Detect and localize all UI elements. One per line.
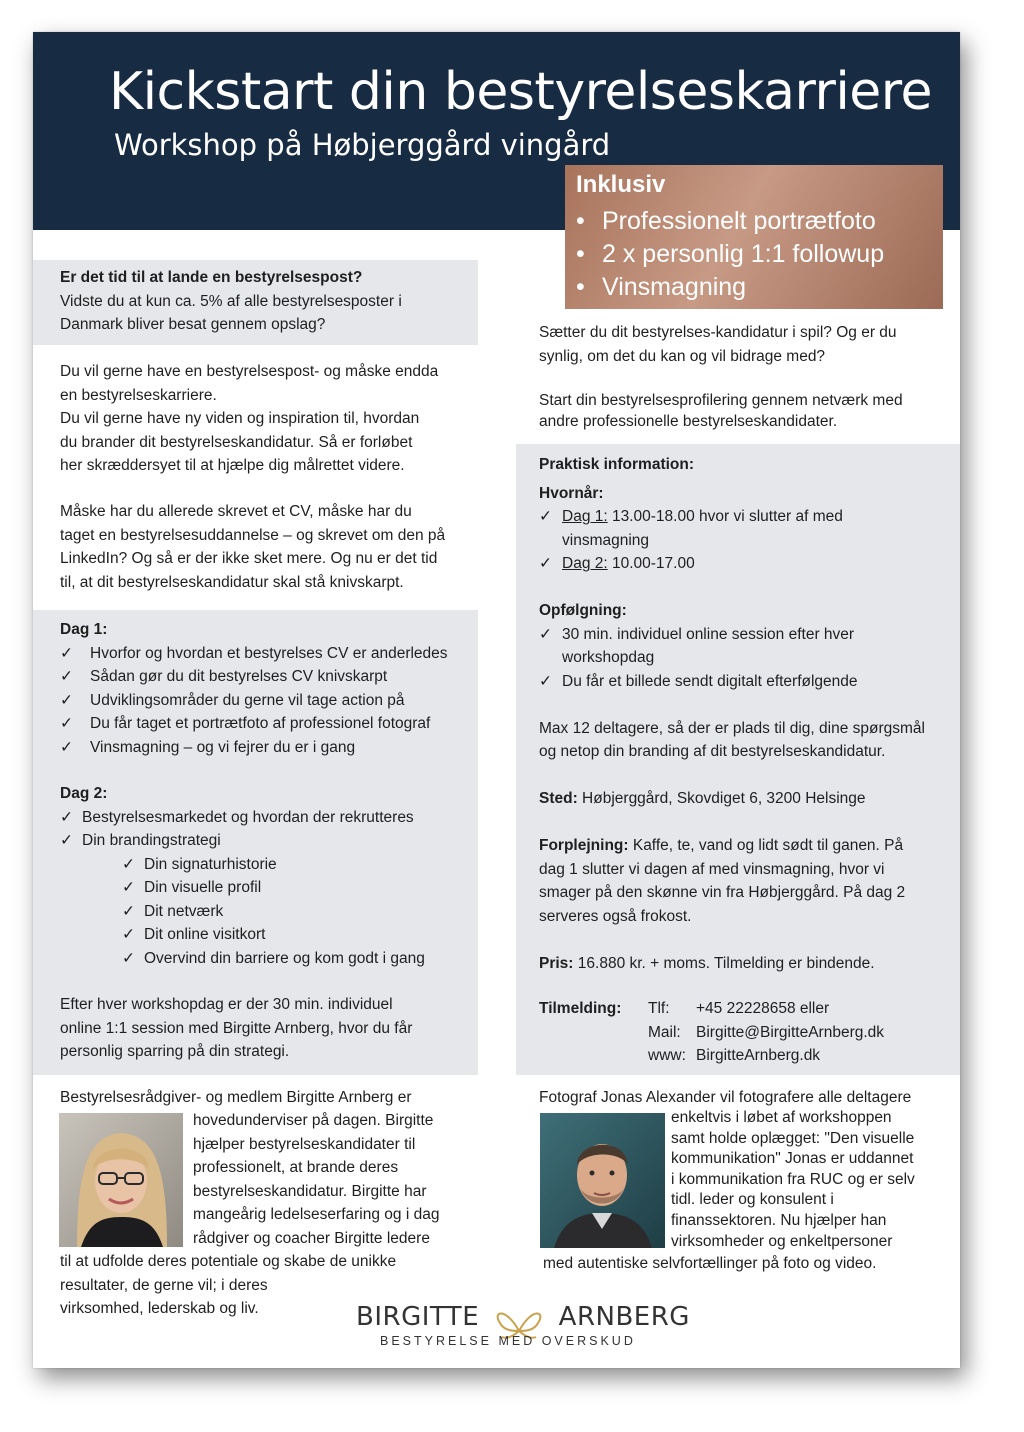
inklusiv-heading: Inklusiv [576, 171, 666, 198]
text-line: smager på den skønne vin fra Høbjerggård. På dag 2 [539, 884, 906, 901]
checkmark-icon: ✓ [60, 691, 73, 709]
text-line: serveres også frokost. [539, 907, 692, 925]
inklusiv-item: • 2 x personlig 1:1 followup [576, 238, 884, 271]
checkmark-icon: ✓ [60, 668, 73, 685]
text-line: mangeårig ledelseserfaring og i dag [193, 1206, 440, 1223]
logo-tagline: BESTYRELSE MED OVERSKUD [380, 1334, 636, 1348]
text-line: rådgiver og coacher Birgitte ledere [193, 1229, 430, 1247]
pris-value: 16.880 kr. + moms. Tilmelding er bindende. [573, 954, 875, 972]
contact-values [696, 997, 884, 1068]
birgitte-bio-after [60, 1250, 396, 1321]
birgitte-portrait [59, 1113, 183, 1247]
checkmark-icon: ✓ [539, 672, 552, 690]
page-title: Kickstart din bestyrelseskarriere [109, 62, 933, 122]
text-line: resultater, de gerne vil; i deres [60, 1276, 268, 1294]
dag2-subitem: Din visuelle profil [144, 879, 262, 896]
dag1-item: Sådan gør du dit bestyrelses CV knivskarpt [90, 668, 388, 685]
text-line: Du vil gerne have en bestyrelsespost- og måske endda [60, 363, 439, 380]
intro-line: Vidste du at kun ca. 5% af alle bestyrelsesposter i [60, 292, 402, 310]
dag1-label: Dag 1: [562, 508, 608, 525]
dag1-heading: Dag 1: [60, 621, 108, 638]
pris-label: Pris: [539, 954, 574, 972]
text-line: virksomhed, lederskab og liv. [60, 1300, 259, 1317]
text-line: Du vil gerne have ny viden og inspiration til, hvordan [60, 410, 420, 427]
checkmark-icon: ✓ [122, 855, 135, 873]
text-line: Start din bestyrelsesprofilering gennem netværk med [539, 392, 903, 409]
text-line: til, at dit bestyrelseskandidatur skal stå knivskarpt. [60, 573, 404, 591]
checkmark-icon: ✓ [539, 508, 552, 525]
tlf-label: Tlf: [648, 1000, 670, 1017]
checkmark-icon: ✓ [122, 949, 135, 967]
text-line: til at udfolde deres potentiale og skabe de unikke [60, 1253, 397, 1270]
checkmark-icon: ✓ [60, 832, 73, 849]
opfolgning-item-cont: workshopdag [562, 649, 655, 666]
text-line: tidl. leder og konsulent i [671, 1191, 834, 1209]
checkmark-icon: ✓ [122, 902, 135, 920]
tilmelding-label: Tilmelding: [539, 1000, 622, 1017]
text-line: professionelt, at brande deres [193, 1159, 399, 1176]
dag2-subitem: Overvind din barriere og kom godt i gang [144, 949, 425, 967]
logo-name-right: ARNBERG [558, 1302, 690, 1332]
inklusiv-item: • Vinsmagning [576, 271, 884, 304]
dag1-block [60, 618, 448, 759]
tlf-value: +45 22228658 eller [696, 1000, 830, 1017]
inklusiv-list [576, 205, 884, 304]
checkmark-icon: ✓ [539, 555, 552, 572]
jonas-bio-wrap [671, 1108, 915, 1252]
opfolgning-item: 30 min. individuel online session efter hver [562, 625, 855, 643]
website-link[interactable]: BirgitteArnberg.dk [696, 1047, 821, 1064]
checkmark-icon: ✓ [60, 738, 73, 756]
praktisk-block [539, 453, 925, 999]
text-line: hjælper bestyrelseskandidater til [193, 1135, 416, 1153]
dag2-time: 10.00-17.00 [607, 555, 695, 572]
text-line: taget en bestyrelsesuddannelse – og skrevet om den på [60, 526, 446, 544]
text-line: Måske har du allerede skrevet et CV, måske har du [60, 503, 412, 520]
checkmark-icon: ✓ [539, 625, 552, 643]
text-line: bestyrelseskandidatur. Birgitte har [193, 1182, 427, 1200]
text-line: finanssektoren. Nu hjælper han [671, 1211, 887, 1229]
dag1-item: Du får taget et portrætfoto af professionel fotograf [90, 715, 431, 732]
text-line: Max 12 deltagere, så der er plads til dig, dine spørgsmål [539, 719, 925, 737]
right-paragraph-1 [539, 321, 897, 368]
dag1-time: 13.00-18.00 hvor vi slutter af med [607, 508, 843, 525]
opfolgning-heading: Opfølgning: [539, 602, 627, 619]
sted-label: Sted: [539, 790, 578, 807]
jonas-bio-last: med autentiske selvfortællinger på foto og video. [543, 1255, 877, 1272]
opfolgning-item: Du får et billede sendt digitalt efterfølgende [562, 672, 858, 690]
text-line: personlig sparring på din strategi. [60, 1043, 290, 1060]
jonas-portrait [540, 1113, 665, 1248]
text-line: Efter hver workshopdag er der 30 min. individuel [60, 996, 393, 1013]
intro-heading: Er det tid til at lande en bestyrelsespost? [60, 269, 363, 286]
checkmark-icon: ✓ [60, 715, 73, 732]
dag2-item: Din brandingstrategi [82, 832, 221, 849]
hvornaar-heading: Hvornår: [539, 484, 604, 502]
text-line: enkeltvis i løbet af workshoppen [671, 1109, 892, 1126]
session-paragraph [60, 993, 412, 1064]
checkmark-icon: ✓ [122, 926, 135, 943]
forplejning-label: Forplejning: [539, 837, 629, 854]
birgitte-bio-first: Bestyrelsesrådgiver- og medlem Birgitte Arnberg er [60, 1089, 412, 1106]
logo-name-left: BIRGITTE [356, 1302, 480, 1332]
text-line: i kommunikation fra RUC og er selv [671, 1170, 915, 1188]
text-line: synlig, om det du kan og vil bidrage med? [539, 347, 826, 365]
text-line: dag 1 slutter vi dagen af med vinsmagning, hvor vi [539, 860, 885, 878]
intro-block [60, 266, 402, 337]
mail-link[interactable]: Birgitte@BirgitteArnberg.dk [696, 1023, 885, 1041]
text-line: og netop din branding af dit bestyrelseskandidatur. [539, 743, 886, 760]
dag1-item: Udviklingsområder du gerne vil tage action på [90, 691, 405, 709]
text-line: LinkedIn? Og så er der ikke sket mere. Og nu er det tid [60, 550, 438, 567]
jonas-bio-first: Fotograf Jonas Alexander vil fotografere alle deltagere [539, 1089, 912, 1106]
intro-line: Danmark bliver besat gennem opslag? [60, 316, 326, 333]
text-line: online 1:1 session med Birgitte Arnberg, hvor du får [60, 1019, 413, 1037]
logo-wordmark [356, 1302, 690, 1332]
dag1-item: Vinsmagning – og vi fejrer du er i gang [90, 738, 356, 756]
dag2-block [60, 782, 425, 970]
mail-label: Mail: [648, 1023, 681, 1041]
inklusiv-item: • Professionelt portrætfoto [576, 205, 884, 238]
contact-labels [648, 997, 686, 1068]
text-line: her skræddersyet til at hjælpe dig målrettet videre. [60, 457, 405, 474]
sted-value: Høbjerggård, Skovdiget 6, 3200 Helsinge [577, 790, 866, 807]
paragraph-1 [60, 360, 438, 478]
checkmark-icon: ✓ [60, 808, 73, 826]
text-line: samt holde oplægget: "Den visuelle [671, 1129, 915, 1147]
right-paragraph-2 [539, 390, 903, 432]
dag2-subitem: Dit netværk [144, 902, 224, 920]
text-line: Sætter du dit bestyrelses-kandidatur i spil? Og er du [539, 324, 897, 341]
text-line: en bestyrelseskarriere. [60, 386, 217, 404]
dag2-subitem: Dit online visitkort [144, 926, 266, 943]
dag1-item: Hvorfor og hvordan et bestyrelses CV er anderledes [90, 644, 448, 662]
forplejning-value: Kaffe, te, vand og lidt sødt til ganen. På [628, 837, 904, 854]
birgitte-bio-wrap [193, 1109, 439, 1250]
dag2-label: Dag 2: [562, 555, 608, 572]
inklusiv-box [565, 165, 943, 309]
text-line: du brander dit bestyrelseskandidatur. Så er forløbet [60, 433, 413, 451]
text-line: virksomheder og enkeltpersoner [671, 1232, 893, 1250]
text-line: kommunikation" Jonas er uddannet [671, 1150, 914, 1168]
dag2-heading: Dag 2: [60, 785, 108, 802]
text-line: hovedunderviser på dagen. Birgitte [193, 1112, 434, 1129]
dag1-time-cont: vinsmagning [562, 531, 650, 549]
checkmark-icon: ✓ [122, 879, 135, 896]
page-subtitle: Workshop på Høbjerggård vingård [114, 128, 611, 162]
flyer-page [33, 32, 960, 1368]
praktisk-heading: Praktisk information: [539, 456, 695, 473]
checkmark-icon: ✓ [60, 644, 73, 662]
www-label: www: [648, 1047, 686, 1064]
dag2-item: Bestyrelsesmarkedet og hvordan der rekrutteres [82, 808, 414, 826]
dag2-subitem: Din signaturhistorie [144, 855, 277, 873]
text-line: andre professionelle bestyrelseskandidater. [539, 413, 838, 430]
paragraph-2 [60, 500, 445, 594]
